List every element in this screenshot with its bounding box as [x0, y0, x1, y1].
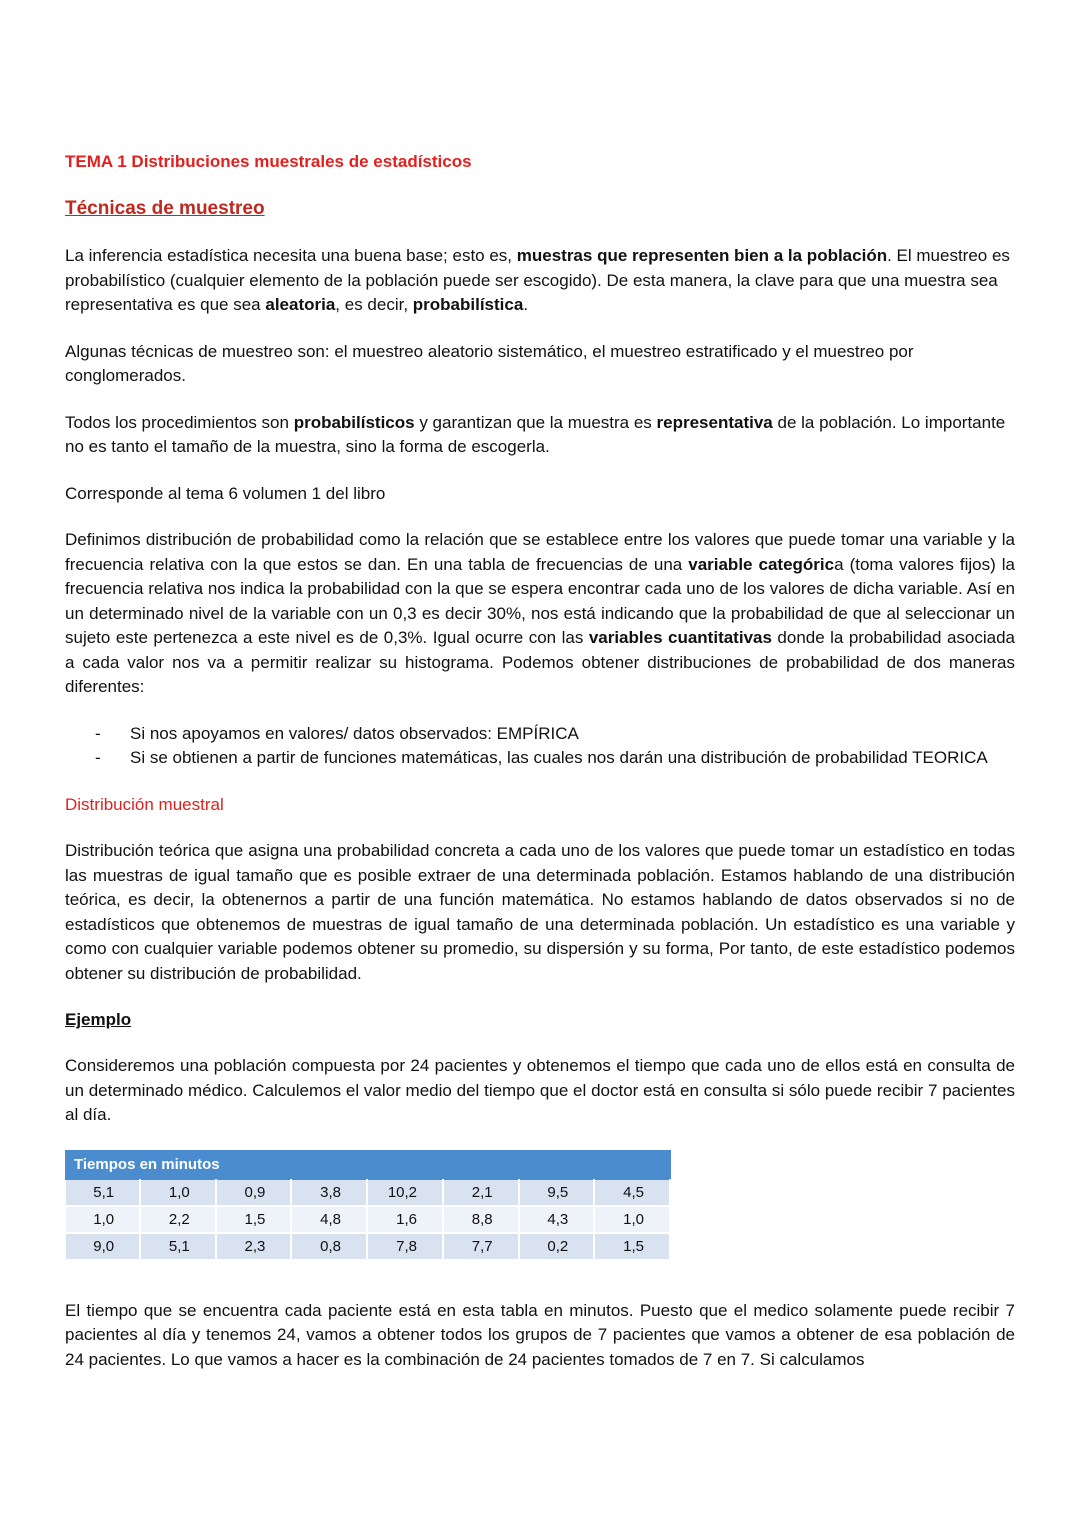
table-cell: 9,5 — [519, 1179, 595, 1206]
table-cell: 4,8 — [291, 1206, 367, 1233]
paragraph-ejemplo: Consideremos una población compuesta por 24 pacientes y obtenemos el tiempo que cada uno de ellos está en consulta de un determinado médico. Calculemos el valor medio del tiempo que el doctor está en consulta si sólo puede recibir 7 pacientes al día. — [65, 1056, 1015, 1124]
table-cell: 0,8 — [291, 1233, 367, 1260]
p1-text-a: La inferencia estadística necesita una buena base; esto es, — [65, 246, 517, 265]
table-cell: 1,5 — [594, 1233, 670, 1260]
table-cell: 8,8 — [443, 1206, 519, 1233]
p5-bold-categorica: variable categóric — [688, 554, 835, 574]
p1-text-d: , es decir, — [335, 295, 413, 314]
table-cell: 10,2 — [367, 1179, 443, 1206]
document-page — [65, 150, 1015, 1372]
table-cell: 4,5 — [594, 1179, 670, 1206]
p5-text-c: a (toma valores fijos) la frecuencia relativa nos indica la probabilidad con la que se espera encontrar cada uno de los valores de dicha variable. Así en un determinado nivel de la variable con un 0,3 es decir 30%, nos está indicando que la probabilidad de que al seleccionar un sujeto este pertenezca a este nivel es de 0,3%. Igual ocurre con las — [65, 554, 1015, 647]
table-cell: 0,2 — [519, 1233, 595, 1260]
p1-bold-aleatoria: aleatoria — [265, 295, 336, 314]
distribution-types-list — [65, 722, 1015, 771]
table-cell: 4,3 — [519, 1206, 595, 1233]
p5-bold-cuantitativas: variables cuantitativas — [588, 628, 772, 647]
list-item-teorica: Si se obtienen a partir de funciones matemáticas, las cuales nos darán una distribución de probabilidad TEORICA — [130, 748, 988, 767]
section-heading-distribucion-muestral: Distribución muestral — [65, 794, 224, 814]
example-heading: Ejemplo — [65, 1010, 132, 1029]
p5-text-a: Definimos distribución de probabilidad como la relación que se establece entre los valores que puede tomar una variable y la frecuencia relativa con la que estos se dan. En una tabla de frecuencias de una — [65, 530, 1015, 574]
table-cell: 1,0 — [140, 1179, 216, 1206]
p3-bold-representativa: representativa — [656, 412, 773, 432]
paragraph-distribucion-teorica: Distribución teórica que asigna una probabilidad concreta a cada uno de los valores que puede tomar un estadístico en todas las muestras de igual tamaño que es posible extraer de una determinada población. Estamos hablando de una distribución teórica, es decir, la obtenernos a partir de una función matemática. No estamos hablando de datos observados si no de estadísticos que obtenemos de muestras de igual tamaño de una determinada población. Un estadístico es una variable y como con cualquier variable podemos obtener su promedio, su dispersión y su forma, Por tanto, de este estadístico podemos obtener su distribución de probabilidad. — [65, 841, 1015, 983]
section-heading-tecnicas: Técnicas de muestreo — [65, 198, 265, 219]
table-header-row — [66, 1150, 671, 1179]
table-row — [66, 1206, 671, 1233]
list-item — [65, 746, 1015, 771]
table-cell: 0,9 — [216, 1179, 292, 1206]
p1-text-c: . El muestreo es probabilístico (cualquier elemento de la población puede ser escogido). De esta manera, la clave para que una muestra sea representativa es que sea — [65, 246, 1010, 314]
paragraph-inferencia — [65, 244, 1015, 318]
list-item-empirica: Si nos apoyamos en valores/ datos observados: EMPÍRICA — [130, 723, 579, 743]
p1-text-e: . — [523, 295, 529, 314]
paragraph-corresponde: Corresponde al tema 6 volumen 1 del libro — [65, 483, 386, 503]
table-cell: 2,2 — [140, 1206, 216, 1233]
list-item — [65, 722, 1015, 747]
table-cell: 1,0 — [594, 1206, 670, 1233]
table-row — [66, 1233, 671, 1260]
table-header: Tiempos en minutos — [66, 1150, 671, 1179]
table-cell: 7,8 — [367, 1233, 443, 1260]
paragraph-explicacion-tabla: El tiempo que se encuentra cada paciente está en esta tabla en minutos. Puesto que el medico solamente puede recibir 7 pacientes al día y tenemos 24, vamos a obtener todos los grupos de 7 pacientes que vamos a obtener de esa población de 24 pacientes. Lo que vamos a hacer es la combinación de 24 pacientes tomados de 7 en 7. Si calculamos — [65, 1300, 1015, 1369]
times-table — [65, 1150, 671, 1261]
paragraph-procedimientos — [65, 411, 1015, 460]
table-cell: 5,1 — [140, 1233, 216, 1260]
table-cell: 5,1 — [66, 1179, 141, 1206]
p5-text-d: donde la probabilidad asociada a cada valor nos va a permitir realizar su histograma. Podemos obtener distribuciones de probabilidad de dos maneras diferentes: — [65, 628, 1016, 696]
table-cell: 9,0 — [66, 1233, 141, 1260]
p3-text-d: de la población. Lo importante no es tanto el tamaño de la muestra, sino la forma de escogerla. — [65, 412, 1006, 456]
table-cell: 1,5 — [216, 1206, 292, 1233]
dash-bullet: - — [95, 723, 101, 743]
table-cell: 2,1 — [443, 1179, 519, 1206]
p1-bold-probabilistica: probabilística — [412, 295, 524, 314]
table-cell: 3,8 — [291, 1179, 367, 1206]
table-row — [66, 1179, 671, 1206]
table-cell: 1,6 — [367, 1206, 443, 1233]
p3-bold-probabilisticos: probabilísticos — [293, 412, 415, 432]
p3-text-a: Todos los procedimientos son — [65, 412, 294, 432]
p1-bold-muestras: muestras que representen bien a la población — [516, 246, 888, 265]
document-title: TEMA 1 Distribuciones muestrales de estadísticos — [65, 152, 472, 171]
paragraph-definicion — [65, 528, 1015, 700]
table-cell: 7,7 — [443, 1233, 519, 1260]
table-cell: 1,0 — [66, 1206, 141, 1233]
table-cell: 2,3 — [216, 1233, 292, 1260]
p3-text-c: y garantizan que la muestra es — [414, 412, 657, 432]
paragraph-tecnicas: Algunas técnicas de muestreo son: el muestreo aleatorio sistemático, el muestreo estratificado y el muestreo por conglomerados. — [65, 341, 914, 385]
dash-bullet: - — [95, 748, 101, 767]
